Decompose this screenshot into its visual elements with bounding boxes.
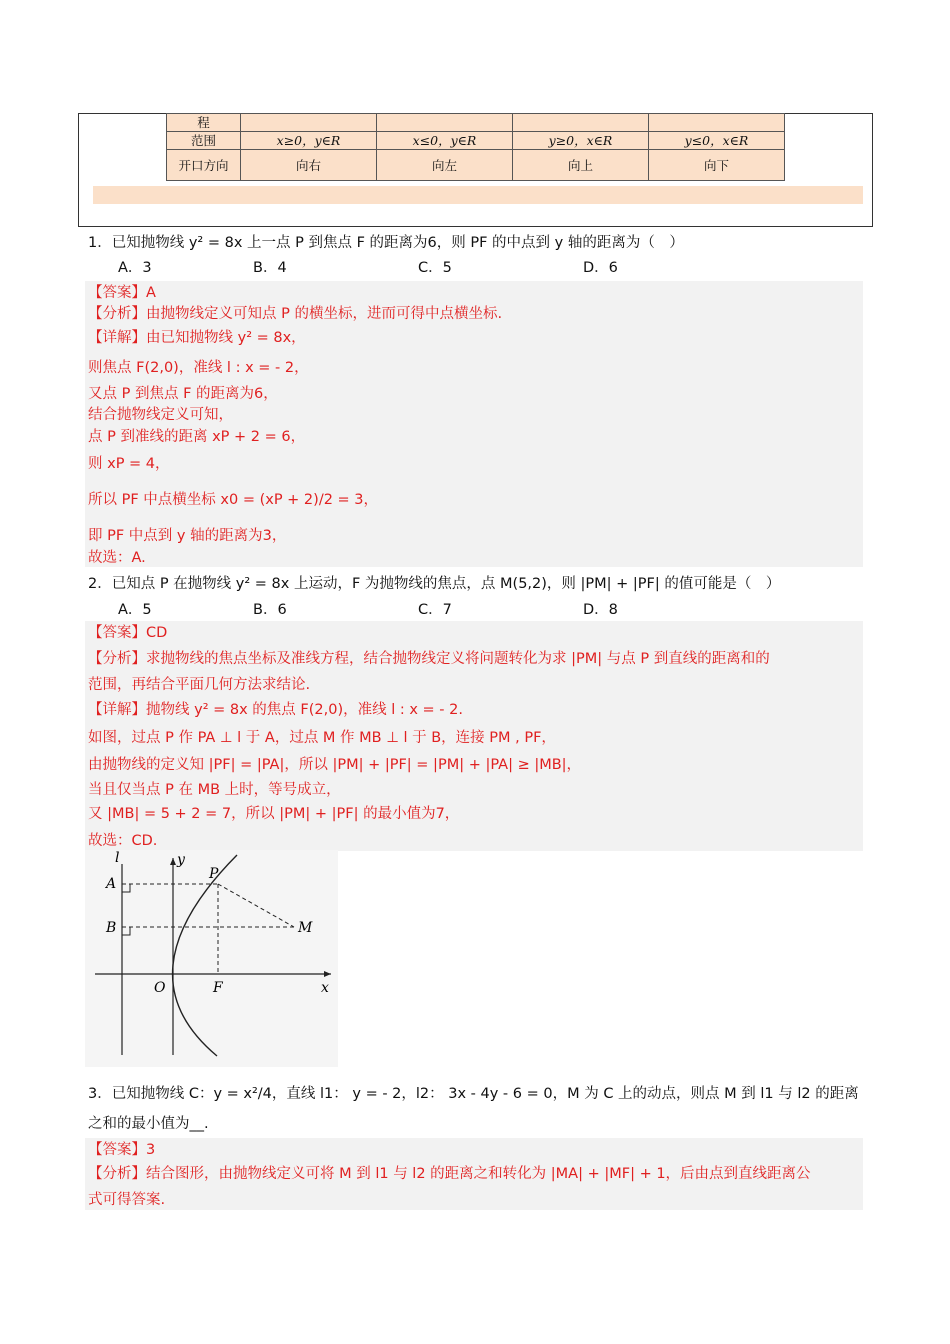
q1-option-d: D．6 (583, 260, 618, 276)
q2-option-b: B．6 (253, 602, 287, 618)
table-cell (241, 114, 377, 132)
table-cell: 开口方向 (167, 150, 241, 181)
q1-detail-line: 结合抛物线定义可知， (88, 407, 233, 423)
q3-answer: 【答案】3 (88, 1142, 156, 1158)
q1-analysis: 【分析】由抛物线定义可知点 P 的横坐标，进而可得中点横坐标. (88, 306, 503, 322)
q2-detail-line: 【详解】抛物线 y² = 8x 的焦点 F(2,0)，准线 l : x = - 2. (88, 702, 463, 718)
q3-analysis: 【分析】结合图形，由抛物线定义可将 M 到 l1 与 l2 的距离之和转化为 |MA| + |MF| + 1，后由点到直线距离公 (88, 1166, 811, 1182)
q3-analysis: 式可得答案. (88, 1192, 166, 1208)
parabola-figure-svg (85, 850, 338, 1067)
q1-detail-line: 即 PF 中点到 y 轴的距离为3， (88, 528, 287, 544)
parabola-property-table (166, 113, 785, 181)
q2-option-d: D．8 (583, 602, 618, 618)
q2-stem: 2．已知点 P 在抛物线 y² = 8x 上运动，F 为抛物线的焦点，点 M(5,2)，则 |PM| + |PF| 的值可能是（ ） (88, 576, 781, 592)
right-angle-b (122, 927, 130, 935)
q1-option-b: B．4 (253, 260, 287, 276)
q2-detail-line: 故选：CD. (88, 833, 158, 849)
table-cell (377, 114, 513, 132)
table-cell: 程 (167, 114, 241, 132)
q1-option-a: A．3 (118, 260, 152, 276)
q1-stem: 1．已知抛物线 y² = 8x 上一点 P 到焦点 F 的距离为6，则 PF 的中点到 y 轴的距离为（ ） (88, 235, 684, 251)
table-cell: y≥0，x∈R (513, 132, 649, 150)
table-cell (649, 114, 785, 132)
label-l: l (115, 850, 120, 866)
table-cell (513, 114, 649, 132)
q1-answer: 【答案】A (88, 285, 156, 301)
label-m: M (298, 920, 313, 936)
q3-stem: 3．已知抛物线 C：y = x²/4，直线 l1： y = - 2，l2： 3x - 4y - 6 = 0，M 为 C 上的动点，则点 M 到 l1 与 l2 的距离 (88, 1086, 859, 1102)
label-a: A (106, 876, 117, 892)
table-cell: y≤0，x∈R (649, 132, 785, 150)
table-cell: 向左 (377, 150, 513, 181)
label-o: O (154, 980, 166, 996)
q1-detail-line: 【详解】由已知抛物线 y² = 8x， (88, 330, 306, 346)
parabola-figure (85, 850, 338, 1067)
x-axis-arrow (324, 971, 331, 977)
pm-segment (218, 884, 294, 927)
q1-detail-line: 点 P 到准线的距离 xP + 2 = 6， (88, 429, 306, 445)
table-cell: 向右 (241, 150, 377, 181)
table-row (167, 150, 785, 181)
q2-option-a: A．5 (118, 602, 152, 618)
q1-detail-line: 则焦点 F(2,0)，准线 l : x = - 2， (88, 360, 309, 376)
q3-stem: 之和的最小值为__. (88, 1116, 209, 1132)
label-p: P (209, 866, 219, 882)
q1-detail-line: 则 xP = 4， (88, 456, 170, 472)
table-cell: 向上 (513, 150, 649, 181)
q2-detail-line: 又 |MB| = 5 + 2 = 7，所以 |PM| + |PF| 的最小值为7， (88, 806, 460, 822)
table-cell: 向下 (649, 150, 785, 181)
q2-detail-line: 当且仅当点 P 在 MB 上时，等号成立， (88, 782, 341, 798)
q2-analysis: 【分析】求抛物线的焦点坐标及准线方程，结合抛物线定义将问题转化为求 |PM| 与点 P 到直线的距离和的 (88, 651, 770, 667)
parabola-curve (173, 855, 237, 1056)
table-cell: x≥0，y∈R (241, 132, 377, 150)
q1-detail-line: 又点 P 到焦点 F 的距离为6， (88, 386, 278, 402)
table-cell: x≤0，y∈R (377, 132, 513, 150)
y-axis-arrow (170, 858, 176, 865)
table-cell: 范围 (167, 132, 241, 150)
label-b: B (106, 920, 117, 936)
label-f: F (213, 980, 223, 996)
table-row (167, 114, 785, 132)
label-x: x (321, 980, 329, 996)
q1-option-c: C．5 (418, 260, 452, 276)
q1-detail-line: 所以 PF 中点横坐标 x0 = (xP + 2)/2 = 3， (88, 492, 379, 508)
q2-detail-line: 由抛物线的定义知 |PF| = |PA|，所以 |PM| + |PF| = |PM| + |PA| ≥ |MB|， (88, 757, 582, 773)
highlight-band (93, 186, 863, 204)
q1-detail-line: 故选：A. (88, 550, 146, 566)
label-y: y (177, 852, 185, 868)
q2-answer: 【答案】CD (88, 625, 168, 641)
q2-detail-line: 如图，过点 P 作 PA ⊥ l 于 A，过点 M 作 MB ⊥ l 于 B，连接 PM , PF， (88, 730, 556, 746)
right-angle-a (122, 884, 130, 892)
q2-analysis: 范围，再结合平面几何方法求结论. (88, 677, 311, 693)
q2-option-c: C．7 (418, 602, 452, 618)
table-row (167, 132, 785, 150)
